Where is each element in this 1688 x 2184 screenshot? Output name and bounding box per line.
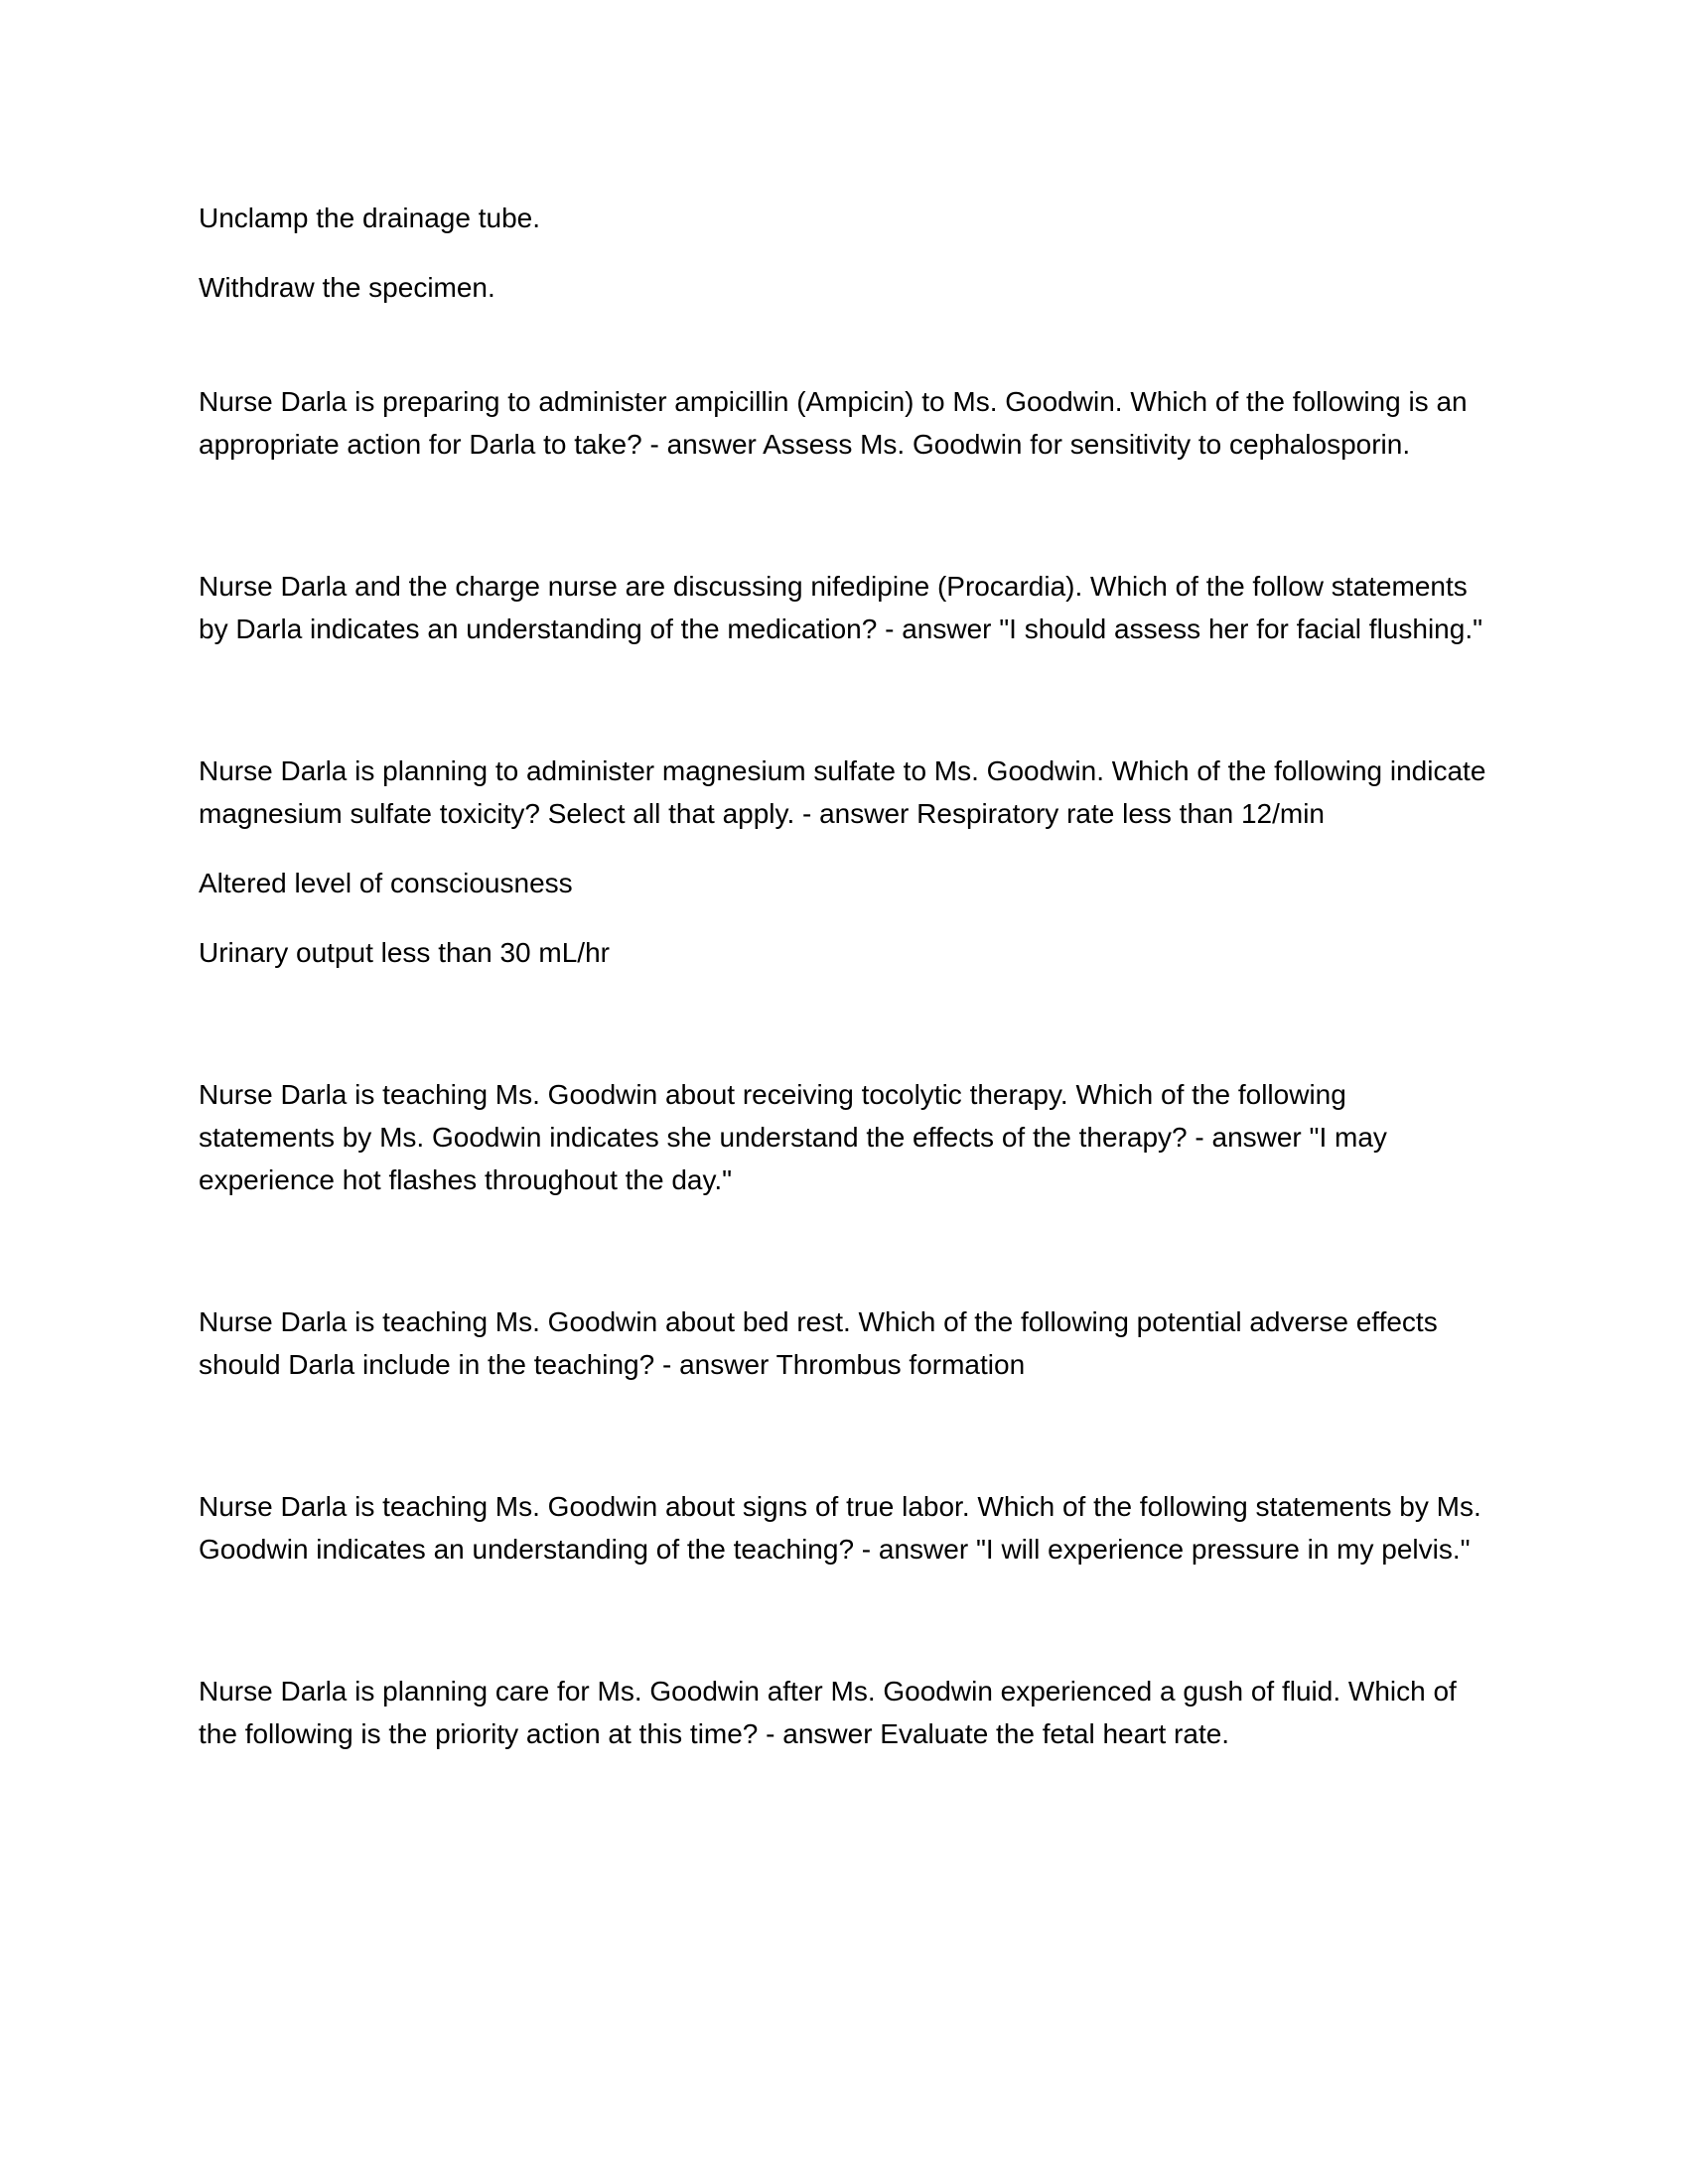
text-line: Withdraw the specimen. <box>199 272 495 303</box>
answer-continuation-line: Altered level of consciousness <box>199 868 573 898</box>
question-answer-paragraph: Nurse Darla is planning care for Ms. Goodwin after Ms. Goodwin experienced a gush of fluid. Which of the following is the priority action at this time? - answer Evaluate the fetal heart rate. <box>199 1676 1457 1749</box>
question-answer-paragraph: Nurse Darla is teaching Ms. Goodwin about signs of true labor. Which of the following statements by Ms. Goodwin indicates an understanding of the teaching? - answer "I will experience pressure in my pelvis." <box>199 1491 1481 1565</box>
question-answer-paragraph: Nurse Darla and the charge nurse are discussing nifedipine (Procardia). Which of the follow statements by Darla indicates an understanding of the medication? - answer "I should assess her for facial flushing." <box>199 571 1483 644</box>
document-body <box>199 197 1489 1755</box>
answer-continuation-line: Urinary output less than 30 mL/hr <box>199 937 610 968</box>
question-answer-paragraph: Nurse Darla is preparing to administer ampicillin (Ampicin) to Ms. Goodwin. Which of the following is an appropriate action for Darla to take? - answer Assess Ms. Goodwin for sensitivity to cephalosporin. <box>199 386 1468 460</box>
question-answer-paragraph: Nurse Darla is teaching Ms. Goodwin about receiving tocolytic therapy. Which of the following statements by Ms. Goodwin indicates she understand the effects of the therapy? - answer "I may experience hot flashes throughout the day." <box>199 1079 1387 1195</box>
question-answer-paragraph: Nurse Darla is planning to administer magnesium sulfate to Ms. Goodwin. Which of the following indicate magnesium sulfate toxicity? Select all that apply. - answer Respiratory rate less than 12/min <box>199 755 1486 829</box>
question-answer-paragraph: Nurse Darla is teaching Ms. Goodwin about bed rest. Which of the following potential adverse effects should Darla include in the teaching? - answer Thrombus formation <box>199 1306 1438 1380</box>
text-line: Unclamp the drainage tube. <box>199 203 540 233</box>
